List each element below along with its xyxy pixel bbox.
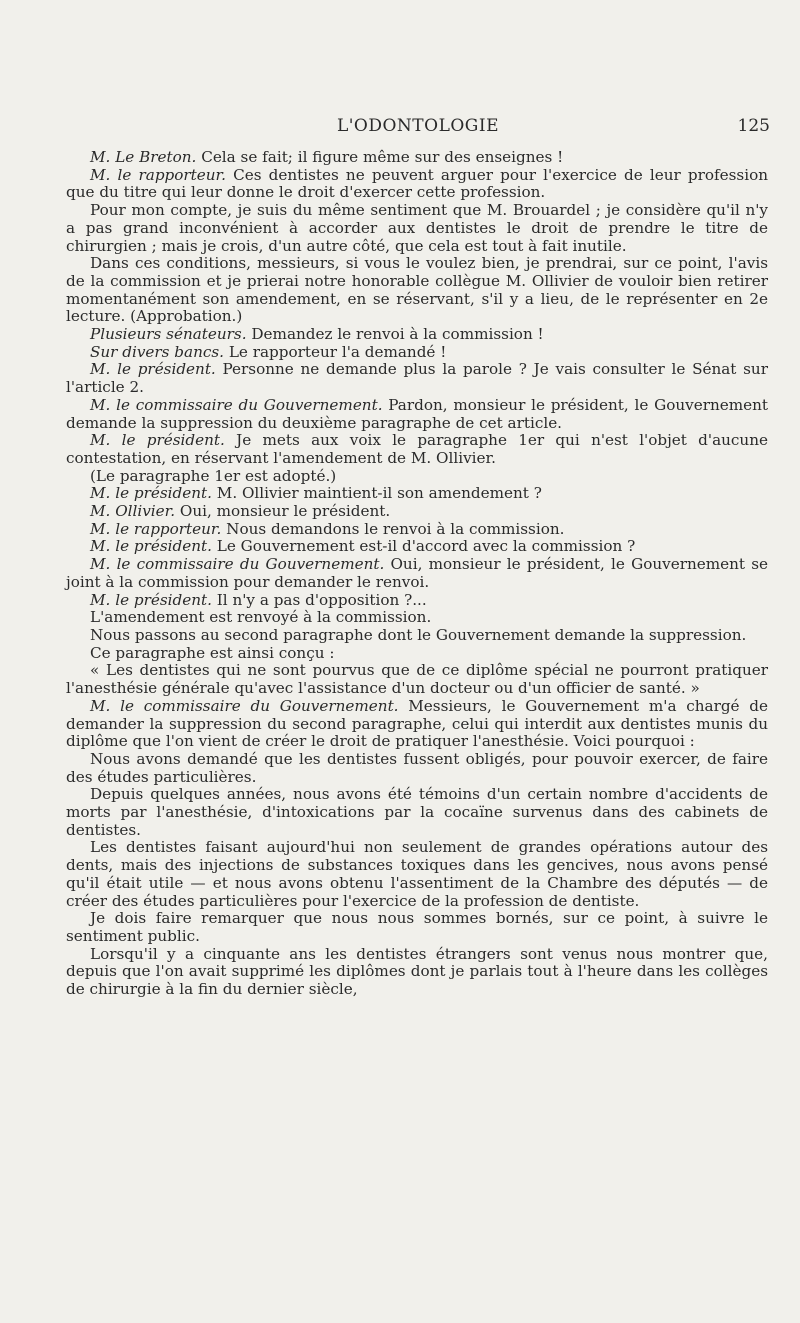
paragraph: [66, 751, 768, 786]
paragraph-text: Demandez le renvoi à la commission !: [246, 325, 544, 344]
paragraph-text: Je dois faire remarquer que nous nous sommes bornés, sur ce point, à suivre le sentiment public.: [66, 909, 768, 945]
paragraph: [66, 698, 768, 751]
paragraph-text: Je mets aux voix le paragraphe 1er qui n'est l'objet d'aucune contestation, en réservant l'amendement de M. Ollivier.: [66, 431, 768, 467]
paragraph-text: Le Gouvernement est-il d'accord avec la commission ?: [211, 537, 636, 556]
paragraph-text: Oui, monsieur le président, le Gouvernement se joint à la commission pour demander le renvoi.: [66, 555, 768, 591]
paragraph: [66, 627, 768, 645]
speaker-name: Plusieurs sénateurs.: [90, 325, 247, 344]
paragraph-text: Oui, monsieur le président.: [175, 502, 391, 521]
paragraph-text: Messieurs, le Gouvernement m'a chargé de demander la suppression du second paragraphe, celui qui interdit aux dentistes munis du diplôme que l'on vient de créer le droit de pratiquer l'anesthésie. Voici pourquoi :: [66, 696, 768, 751]
speaker-name: M. le commissaire du Gouvernement.: [90, 555, 385, 574]
paragraph: [66, 468, 768, 486]
paragraph-text: Les dentistes faisant aujourd'hui non seulement de grandes opérations autour des dents, mais des injections de substances toxiques dans les gencives, nous avons pensé qu'il était utile — et nous avons obtenu l'assentiment de la Chambre des députés — de créer des études particulières pour l'exercice de la profession de dentiste.: [66, 838, 768, 910]
paragraph: [66, 521, 768, 539]
paragraph-text: Dans ces conditions, messieurs, si vous le voulez bien, je prendrai, sur ce point, l'avis de la commission et je prierai notre honorable collègue M. Ollivier de vouloir bien retirer momentanément son amendement, en se réservant, s'il y a lieu, de le représenter en 2e lecture. (Approbation.): [66, 254, 768, 326]
paragraph-text: Pardon, monsieur le président, le Gouvernement demande la suppression du deuxième paragraphe de cet article.: [66, 395, 768, 432]
paragraph: [66, 503, 768, 521]
paragraph: [66, 662, 768, 697]
page-header: [66, 116, 770, 146]
paragraph: [66, 485, 768, 503]
paragraph-text: Ces dentistes ne peuvent arguer pour l'exercice de leur profession que du titre qui leur donne le droit d'exercer cette profession.: [66, 165, 768, 202]
paragraph: [66, 592, 768, 610]
page-body: [66, 149, 768, 999]
paragraph: [66, 255, 768, 326]
paragraph: [66, 839, 768, 910]
speaker-name: Sur divers bancs.: [90, 342, 224, 361]
speaker-name: M. le président.: [90, 484, 212, 503]
paragraph: [66, 397, 768, 432]
paragraph-text: Personne ne demande plus la parole ? Je vais consulter le Sénat sur l'article 2.: [66, 360, 768, 397]
paragraph: [66, 609, 768, 627]
paragraph: [66, 344, 768, 362]
paragraph-text: « Les dentistes qui ne sont pourvus que de ce diplôme spécial ne pourront pratiquer l'anesthésie générale qu'avec l'assistance d'un docteur ou d'un officier de santé. »: [66, 661, 768, 698]
paragraph: [66, 432, 768, 467]
speaker-name: M. Ollivier.: [90, 502, 176, 521]
speaker-name: M. le commissaire du Gouvernement.: [90, 696, 399, 715]
paragraph: [66, 538, 768, 556]
paragraph: [66, 645, 768, 663]
speaker-name: M. le président.: [90, 537, 212, 556]
paragraph: [66, 910, 768, 945]
paragraph-text: Nous demandons le renvoi à la commission.: [221, 519, 565, 538]
paragraph-text: Lorsqu'il y a cinquante ans les dentistes étrangers sont venus nous montrer que, depuis que l'on avait supprimé les diplômes dont je parlais tout à l'heure dans les collèges de chirurgie à la fin du dernier siècle,: [66, 944, 768, 999]
paragraph-text: Nous avons demandé que les dentistes fussent obligés, pour pouvoir exercer, de faire des études particulières.: [66, 749, 768, 786]
paragraph: [66, 202, 768, 255]
paragraph-text: Cela se fait; il figure même sur des enseignes !: [196, 148, 564, 166]
speaker-name: M. le commissaire du Gouvernement.: [90, 395, 383, 414]
paragraph: [66, 149, 768, 167]
speaker-name: M. le président.: [90, 431, 225, 450]
paragraph: [66, 167, 768, 202]
paragraph-text: Ce paragraphe est ainsi conçu :: [90, 643, 335, 662]
paragraph-text: M. Ollivier maintient-il son amendement ?: [211, 484, 542, 503]
speaker-name: M. le rapporteur.: [90, 165, 226, 184]
page-number: 125: [737, 116, 770, 136]
running-title: L'ODONTOLOGIE: [336, 116, 500, 136]
paragraph-text: Le rapporteur l'a demandé !: [224, 342, 447, 361]
paragraph: [66, 786, 768, 839]
speaker-name: M. le président.: [90, 360, 216, 379]
paragraph-text: Depuis quelques années, nous avons été témoins d'un certain nombre d'accidents de morts par l'anesthésie, d'intoxications par la cocaïne survenus dans des cabinets de dentistes.: [66, 785, 768, 839]
paragraph-text: L'amendement est renvoyé à la commission.: [90, 608, 432, 627]
paragraph: [66, 946, 768, 999]
paragraph-text: Nous passons au second paragraphe dont le Gouvernement demande la suppression.: [90, 625, 747, 644]
paragraph: [66, 326, 768, 344]
speaker-name: M. Le Breton.: [90, 148, 197, 166]
paragraph: [66, 556, 768, 591]
speaker-name: M. le rapporteur.: [90, 519, 222, 538]
paragraph-text: Il n'y a pas d'opposition ?...: [211, 590, 427, 609]
paragraph: [66, 361, 768, 396]
paragraph-text: (Le paragraphe 1er est adopté.): [90, 466, 337, 485]
speaker-name: M. le président.: [90, 590, 212, 609]
paragraph-text: Pour mon compte, je suis du même sentiment que M. Brouardel ; je considère qu'il n'y a pas grand inconvénient à accorder aux dentistes le droit de prendre le titre de chirurgien ; mais je crois, d'un autre côté, que cela est tout à fait inutile.: [66, 201, 768, 255]
